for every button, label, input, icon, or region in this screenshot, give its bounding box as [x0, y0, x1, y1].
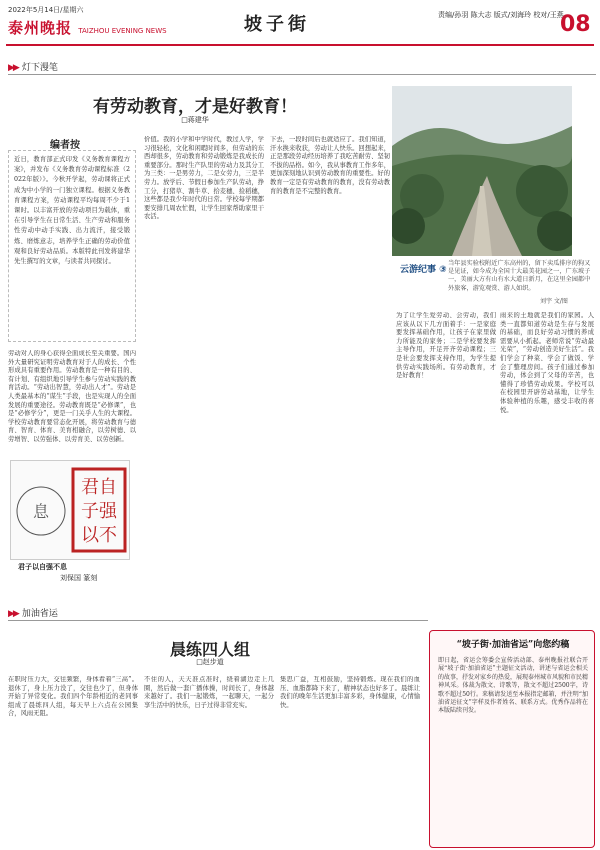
- seal-carving-image: [10, 460, 130, 560]
- svg-text:息: 息: [32, 502, 50, 521]
- editor-credits: 责编/孙羽 陈大志 版式/刘海玲 校对/王燕: [438, 11, 564, 19]
- article2-col-2: 不住的人，天天准点准时，绕着湖边走上几圈，然后做一套广播体操，时间长了，身体越来越好了。我们一起锻炼，一起聊天，一起分享生活中的快乐，日子过得非常充实。: [144, 676, 274, 709]
- article-col-1: 劳动对人的身心获得全面成长至关重要。国内外大量研究证明劳动教育对于人的成长、个性形成具有重要作用。劳动教育是一种有目的、有计划、有组织地引导学生参与劳动实践的教育活动。“劳动出智慧，劳动出人才”。劳动是人类最基本的“谋生”手段，也是实现人的全面发展的重要途径。劳动教育既是“必修课”，也是“必修学分”，更是一门关乎人生的大课程。学校劳动教育要常态化开展，将劳动教育与德育、智育、体育、美育相融合，以劳树德、以劳增智、以劳强体、以劳育美、以劳创新。: [8, 350, 136, 443]
- triangle-icon: ▶▶: [8, 63, 18, 73]
- article2-author: □赵步道: [196, 658, 224, 666]
- article2-title: 晨练四人组: [169, 640, 250, 659]
- column-divider-bottom: [8, 620, 428, 621]
- header-divider: [6, 44, 594, 46]
- article-col-5: 雨来的土地就是我们的家园。人类一直都知道劳动是生存与发展的基础，而良好劳动习惯的养成需要从小抓起。老师常说“劳动最光荣”，“劳动创造美好生活”。我们学会了种菜、学会了做饭、学会了整理房间。孩子们通过参加劳动，体会到了父母的辛苦，也懂得了珍惜劳动成果。学校可以在校园里开辟劳动基地，让学生体验种植的乐趣，感受丰收的喜悦。: [500, 312, 594, 414]
- article-col-2: 价值。我的小学和中学时代，教过人学，学习很轻松，文化和闲暇时间多，但劳动的东西却很多，劳动教育和劳动锻炼是我成长的重要部分。那时生产队里的劳动力及其分工为三类：一是男劳力，二是女劳力，三是半劳力。放学后、节假日参加生产队劳动，挣工分，打猪草、割牛草、拾麦穗、捡稻穗，这些都是我少年时代的日常。学校每学期都要安排几周农忙假，让学生回家帮助家里干农活。: [144, 136, 264, 221]
- photo-caption-title: 云游纪事 ③: [400, 265, 447, 275]
- notice-body: 即日起，省运会筹委会宣传活动部、泰州晚报社联合开展“坡子街·加油省运”主题征文活动，讲述与省运会相关的故事，抒发对家乡的热爱，展现泰州城市风貌和市民精神风采。体裁为散文、诗歌等，散文不超过2500字，诗歌不超过50行。来稿请发送至本报指定邮箱，并注明“加油省运征文”字样及作者姓名、联系方式。优秀作品将在本版陆续刊发。: [438, 657, 589, 715]
- photo-credit: 刘宇 文/图: [540, 298, 568, 305]
- section-title: 坡子街: [244, 14, 310, 35]
- article-title: 有劳动教育，才是好教育！: [93, 97, 297, 117]
- column-divider: [8, 74, 596, 75]
- article-author: □蒋建华: [181, 116, 209, 124]
- editor-note-box: [8, 150, 136, 342]
- svg-text:子强: 子强: [81, 501, 117, 522]
- article2-col-1: 在职时压力大，交往频繁，身体看着“三高”。退休了，身上压力没了，交往也少了，但身体开始了异常变化。我们四个年龄相近的老同事组成了晨练四人组，每天早上六点在公园集合，风雨无阻。: [8, 676, 138, 718]
- page-number: 08: [560, 12, 591, 37]
- page-header: [0, 0, 600, 44]
- article-col-4: 为了让学生爱劳动、会劳动，我们应该从以下几方面着手：一是家庭要发挥基础作用，让孩子在家里做力所能及的家务；二是学校要发挥主导作用，开足开齐劳动课程；三是社会要发挥支持作用，为学生提供劳动实践场所。有劳动教育，才是好教育！: [396, 312, 496, 380]
- article-col-3: 下去，一段时间后也就适应了。我们知道，汗水换来收获，劳动让人快乐。回想起来，正是那段劳动经历培养了我吃苦耐劳、坚韧不拔的品格。如今，我从事教育工作多年，更加深刻地认识到劳动教育的重要性。好的教育一定是有劳动教育的教育，没有劳动教育的教育是不完整的教育。: [270, 136, 390, 195]
- editor-note-text: 近日，教育部正式印发《义务教育课程方案》，并发布《义务教育劳动课程标准（2022年版）》。今秋开学起，劳动课将正式成为中小学的一门独立课程。根据义务教育课程方案，劳动课程平均每周不少于1课时。以丰富开放的劳动项目为载体，重在引导学生在日常生活、生产劳动和服务性劳动中动手实践、出力流汗，接受锻炼、磨炼意志，培养学生正确的劳动价值观和良好劳动品质。本版特此刊发蒋建华先生撰写的文章，与读者共同探讨。: [14, 156, 130, 266]
- seal-stamp-icon: [11, 461, 130, 560]
- issue-date: 2022年5月14日/星期六: [8, 6, 84, 14]
- article2-col-3: 集思广益，互相鼓励，坚持锻炼。现在我们的血压、血脂都降下来了，精神状态也好多了。晨练让我们的晚年生活更加丰富多彩，身体健康，心情愉快。: [280, 676, 420, 709]
- photo-caption-text: 当年县实验校附近广东高州的，留下卖瓜排序的狗又是见证，如今成为全国十大最美花园之一，广东坡子一，美丽大方有山有水大道日新月，在这里全园都中外旅客，游览观赏、游人如织。: [448, 260, 591, 292]
- triangle-icon: ▶▶: [8, 609, 18, 619]
- notice-title: “坡子街·加油省运”向您约稿: [456, 640, 570, 650]
- newspaper-logo: 泰州晚报 TAIZHOU EVENING NEWS: [8, 19, 167, 37]
- landscape-photo-art: [392, 86, 572, 256]
- svg-text:君自: 君自: [81, 477, 117, 498]
- column-header-bottom: ▶▶ 加油省运: [8, 609, 58, 619]
- landscape-photo: [392, 86, 572, 256]
- svg-text:以不: 以不: [81, 525, 117, 546]
- seal-caption: 君子以自强不息: [18, 562, 67, 571]
- seal-author: 刘保国 篆刻: [60, 574, 98, 582]
- newspaper-logo-sub: TAIZHOU EVENING NEWS: [78, 27, 167, 35]
- column-header-top: ▶▶ 灯下漫笔: [8, 63, 58, 73]
- editor-note-heading: 编者按: [50, 140, 80, 151]
- call-for-papers-box: [429, 630, 595, 848]
